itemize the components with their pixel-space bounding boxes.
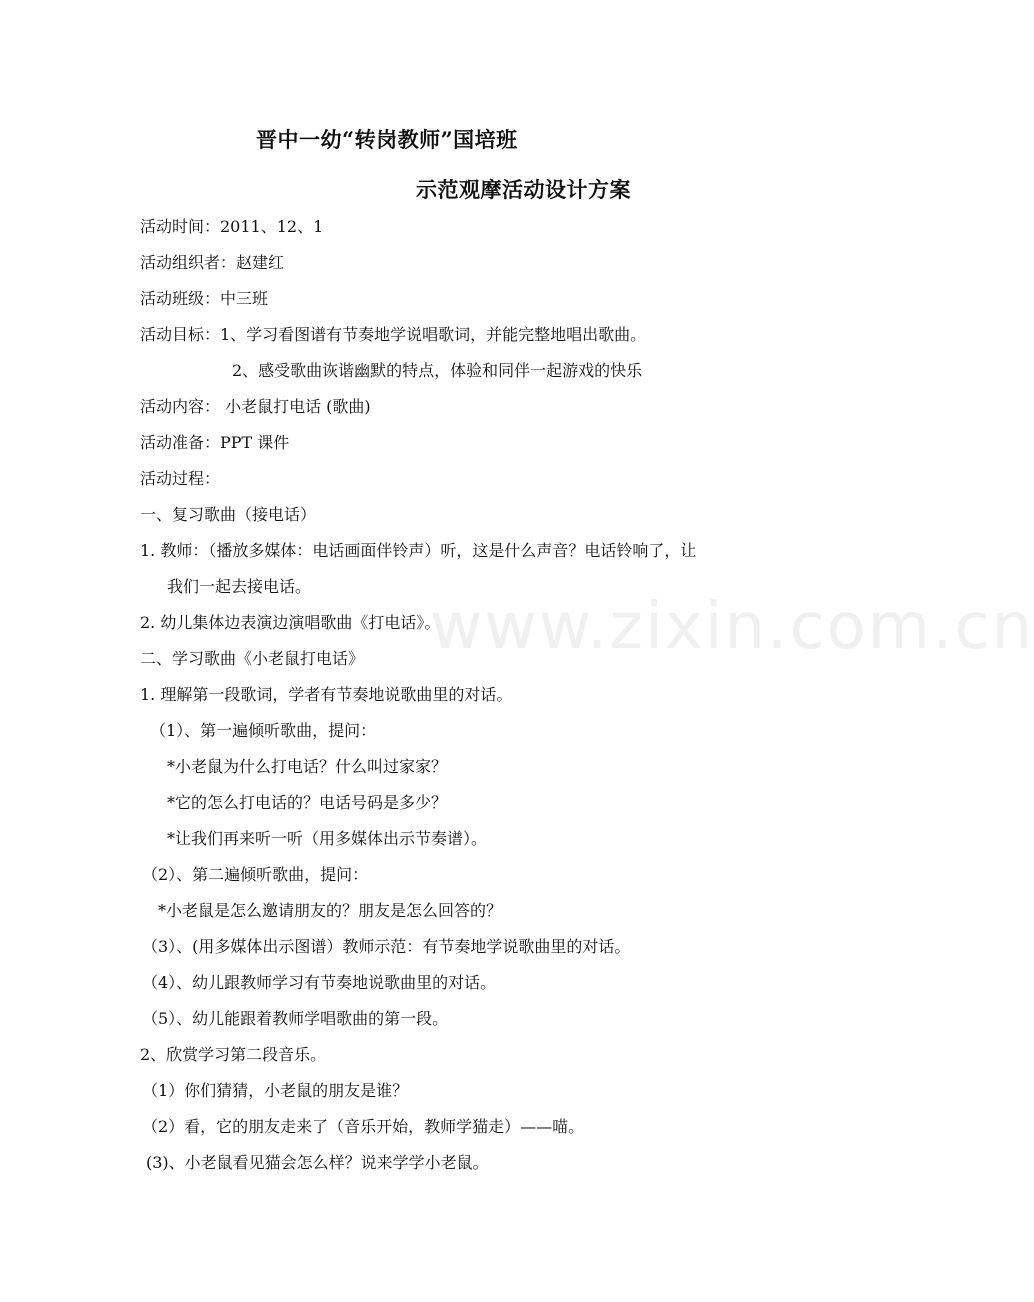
- sub-item-6: （1）你们猜猜，小老鼠的朋友是谁？: [142, 1081, 409, 1100]
- question-1: *小老鼠为什么打电话？什么叫过家家？: [167, 757, 448, 776]
- activity-time: 活动时间：2011、12、1: [140, 217, 324, 236]
- activity-preparation: 活动准备：PPT 课件: [140, 433, 290, 452]
- activity-content: 活动内容： 小老鼠打电话 (歌曲): [140, 397, 371, 416]
- activity-class: 活动班级：中三班: [140, 289, 269, 308]
- section-1-item-1: 1. 教师：（播放多媒体：电话画面伴铃声）听，这是什么声音？电话铃响了，让: [140, 541, 697, 560]
- question-3: *让我们再来听一听（用多媒体出示节奏谱）。: [167, 829, 488, 848]
- sub-item-7: （2）看，它的朋友走来了（音乐开始，教师学猫走）——喵。: [142, 1117, 585, 1136]
- question-2: *它的怎么打电话的？电话号码是多少？: [167, 793, 448, 812]
- title-line-2: 示范观摩活动设计方案: [416, 177, 631, 202]
- section-1-heading: 一、复习歌曲（接电话）: [140, 505, 317, 524]
- section-1-item-1-cont: 我们一起去接电话。: [167, 577, 312, 596]
- section-2-item-2: 2、欣赏学习第二段音乐。: [140, 1045, 327, 1064]
- activity-process-heading: 活动过程：: [140, 469, 221, 488]
- watermark: www.zixin.com.cn: [430, 590, 1034, 664]
- sub-item-4: （4）、幼儿跟教师学习有节奏地说歌曲里的对话。: [142, 973, 497, 992]
- section-2-item-1: 1. 理解第一段歌词，学者有节奏地说歌曲里的对话。: [140, 685, 513, 704]
- sub-item-3: （3）、(用多媒体出示图谱）教师示范：有节奏地学说歌曲里的对话。: [142, 937, 631, 956]
- activity-organizer: 活动组织者：赵建红: [140, 253, 285, 272]
- activity-goal-2: 2、感受歌曲诙谐幽默的特点，体验和同伴一起游戏的快乐: [232, 361, 643, 380]
- section-1-item-2: 2. 幼儿集体边表演边演唱歌曲《打电话》。: [140, 613, 441, 632]
- sub-item-5: （5）、幼儿能跟着教师学唱歌曲的第一段。: [142, 1009, 449, 1028]
- sub-item-8: (3)、小老鼠看见猫会怎么样？说来学学小老鼠。: [146, 1153, 489, 1172]
- title-line-1: 晋中一幼“转岗教师”国培班: [256, 127, 518, 152]
- section-2-heading: 二、学习歌曲《小老鼠打电话》: [140, 649, 365, 668]
- sub-item-2: （2）、第二遍倾听歌曲，提问：: [142, 865, 369, 884]
- question-4: *小老鼠是怎么邀请朋友的？朋友是怎么回答的？: [158, 901, 503, 920]
- sub-item-1: （1）、第一遍倾听歌曲，提问：: [150, 721, 377, 740]
- activity-goal-1: 活动目标：1、学习看图谱有节奏地学说唱歌词，并能完整地唱出歌曲。: [140, 325, 647, 344]
